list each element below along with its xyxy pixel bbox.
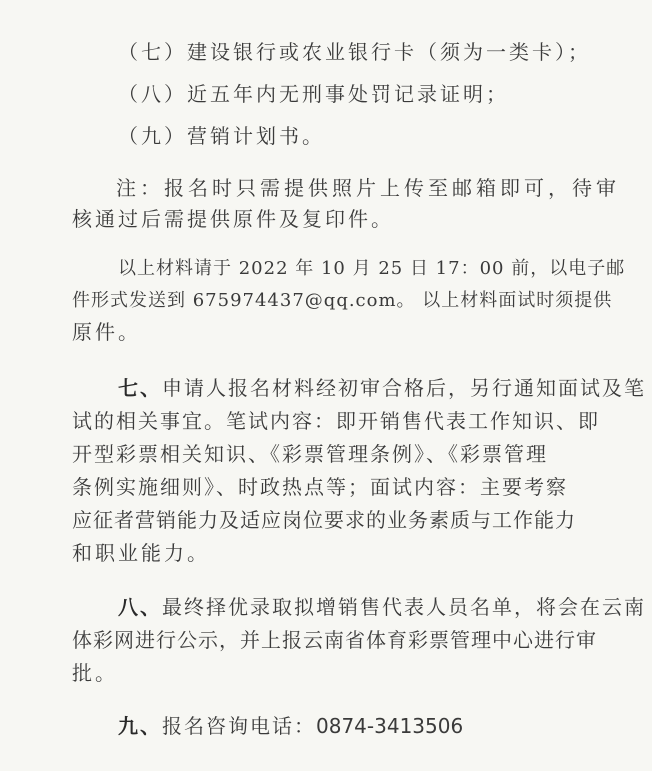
- phone-number: 0874-3413506: [316, 714, 464, 738]
- materials-line-1: 以上材料请于 2022 年 10 月 25 日 17：00 前，以电子邮: [118, 258, 626, 279]
- section-eight-heading: 八、: [118, 595, 162, 619]
- note-line-2: 核通过后需提供原件及复印件。: [72, 207, 394, 231]
- item-nine: （九）营销计划书。: [118, 124, 325, 148]
- section-seven-heading: 七、: [118, 376, 162, 400]
- section-nine-heading: 九、: [118, 714, 162, 738]
- section-seven-line-2: 试的相关事宜。笔试内容：即开销售代表工作知识、即: [72, 409, 600, 433]
- materials-line-2: 件形式发送到 675974437@qq.com。 以上材料面试时须提供: [72, 290, 613, 311]
- section-seven-line-1: 七、申请人报名材料经初审合格后，另行通知面试及笔: [118, 376, 646, 400]
- section-seven-line-5: 应征者营销能力及适应岗位要求的业务素质与工作能力: [72, 508, 576, 532]
- note-line-1: 注：报名时只需提供照片上传至邮箱即可，待审: [116, 176, 620, 200]
- section-eight-line-3: 批。: [72, 661, 118, 685]
- section-seven-line-3: 开型彩票相关知识、《彩票管理条例》、《彩票管理: [72, 442, 548, 466]
- section-eight-line-1: 八、最终择优录取拟增销售代表人员名单，将会在云南: [118, 595, 646, 619]
- item-seven: （七）建设银行或农业银行卡（须为一类卡）；: [118, 40, 591, 64]
- section-eight-line-2: 体彩网进行公示，并上报云南省体育彩票管理中心进行审: [72, 628, 597, 652]
- item-eight: （八）近五年内无刑事处罚记录证明；: [118, 82, 509, 106]
- section-seven-line-4: 条例实施细则》、时政热点等；面试内容：主要考察: [72, 475, 568, 499]
- section-seven-line-6: 和职业能力。: [72, 541, 210, 565]
- materials-line-3: 原件。: [72, 320, 141, 344]
- section-nine-line: 九、报名咨询电话：0874-3413506: [118, 714, 464, 738]
